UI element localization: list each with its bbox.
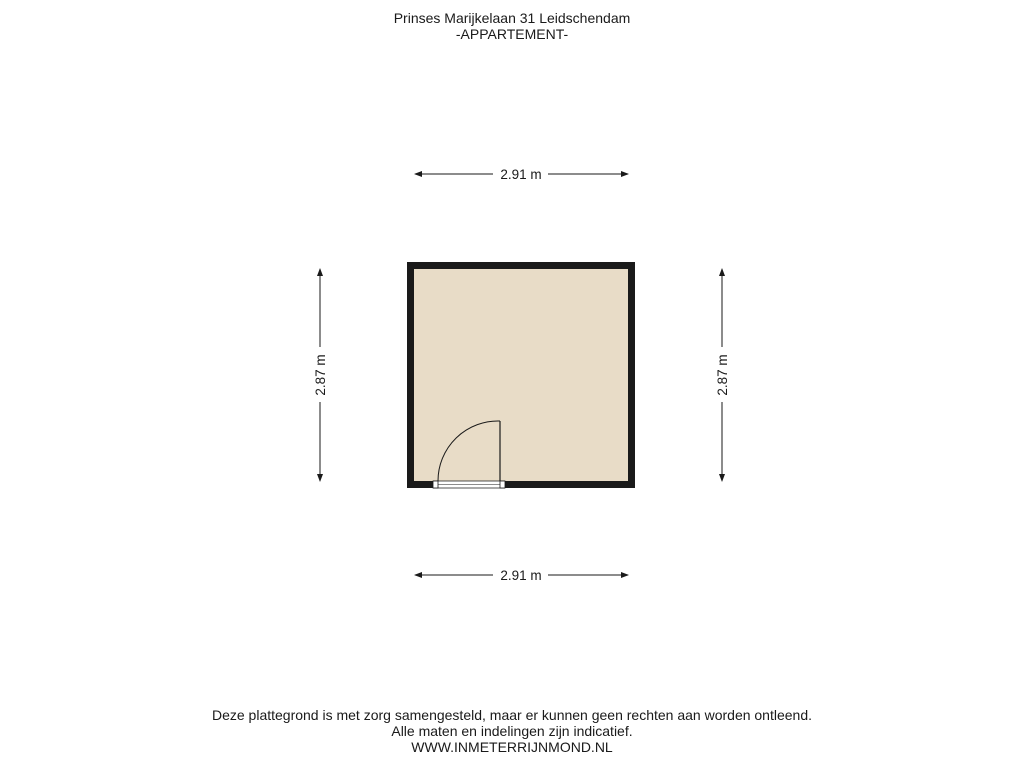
bottom-width-label: 2.91 m	[500, 568, 542, 583]
plan-footer	[0, 707, 1024, 755]
address-title: Prinses Marijkelaan 31 Leidschendam	[393, 10, 631, 26]
right-height-label: 2.87 m	[715, 354, 730, 396]
room	[407, 262, 635, 488]
left-height-dimension	[313, 269, 328, 481]
room-floor	[414, 269, 628, 481]
top-width-label: 2.91 m	[500, 167, 542, 182]
disclaimer-line-2: Alle maten en indelingen zijn indicatief.	[391, 723, 633, 739]
website-link[interactable]: WWW.INMETERRIJNMOND.NL	[411, 739, 613, 755]
left-height-label: 2.87 m	[313, 354, 328, 396]
bottom-width-dimension	[415, 568, 628, 583]
right-height-dimension	[715, 269, 730, 481]
top-width-dimension	[415, 167, 628, 182]
disclaimer-line-1: Deze plattegrond is met zorg samengesteld, maar er kunnen geen rechten aan worden ontleend.	[211, 707, 813, 723]
floor-label: -APPARTEMENT-	[455, 26, 569, 42]
